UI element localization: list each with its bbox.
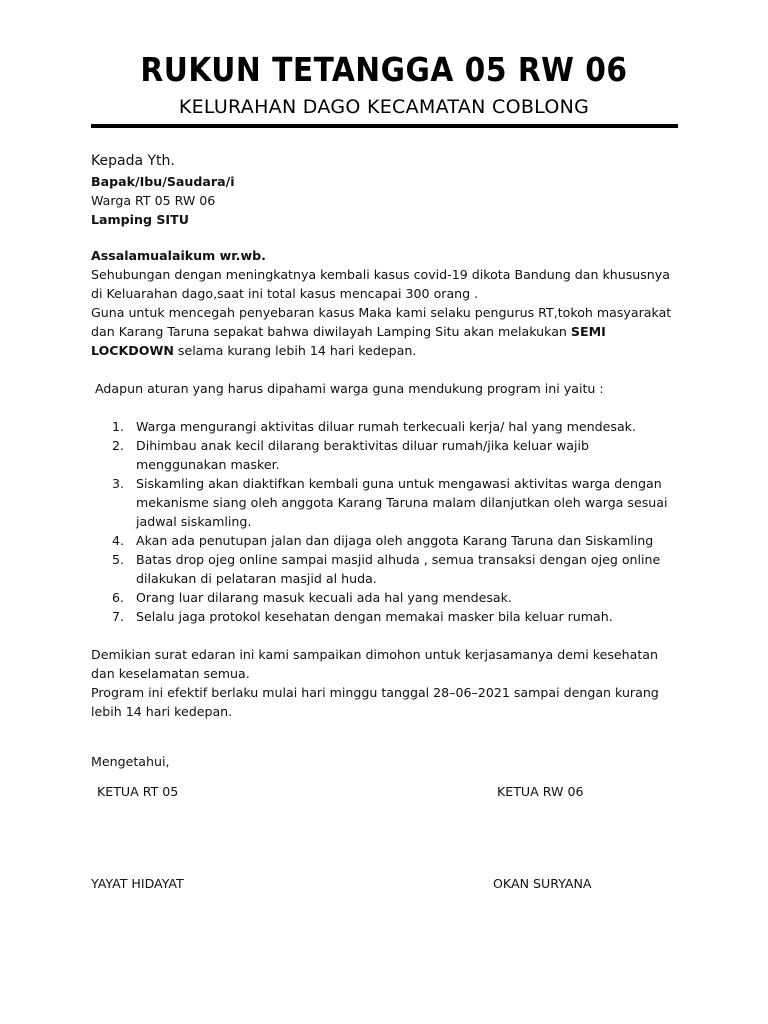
rule-number: 4.: [112, 533, 125, 548]
opening-paragraph-2: [91, 303, 681, 360]
rule-text: Warga mengurangi aktivitas diluar rumah terkecuali kerja/ hal yang mendesak.: [136, 419, 636, 434]
closing-paragraph-2: Program ini efektif berlaku mulai hari minggu tanggal 28–06–2021 sampai dengan kurang lebih 14 hari kedepan.: [91, 685, 659, 719]
opening-block: [91, 246, 681, 360]
known-by-label: Mengetahui,: [91, 754, 170, 769]
letterhead-divider: [91, 124, 678, 128]
rule-number: 1.: [112, 419, 125, 434]
rule-text: Siskamling akan diaktifkan kembali guna untuk mengawasi aktivitas warga dengan mekanisme siang oleh anggota Karang Taruna malam dilanjutkan oleh warga sesuai jadwal siskamling.: [136, 476, 668, 529]
signature-left-name: YAYAT HIDAYAT: [91, 876, 184, 891]
rule-item: [91, 417, 681, 436]
signature-left-role: KETUA RT 05: [97, 784, 179, 799]
rule-number: 2.: [112, 438, 125, 453]
semi-lockdown-emphasis: SEMI LOCKDOWN: [91, 324, 606, 358]
closing-paragraph-1: Demikian surat edaran ini kami sampaikan dimohon untuk kerjasamanya demi kesehatan dan keselamatan semua.: [91, 647, 658, 681]
rule-item: [91, 474, 681, 531]
closing-block: [91, 645, 681, 721]
recipient-line-1: Bapak/Ibu/Saudara/i: [91, 174, 235, 189]
rule-text: Batas drop ojeg online sampai masjid alhuda , semua transaksi dengan ojeg online dilakukan di pelataran masjid al huda.: [136, 552, 661, 586]
rule-number: 7.: [112, 609, 125, 624]
signature-right-role: KETUA RW 06: [497, 784, 584, 799]
rule-number: 3.: [112, 476, 125, 491]
rule-text: Akan ada penutupan jalan dan dijaga oleh anggota Karang Taruna dan Siskamling: [136, 533, 654, 548]
rule-text: Dihimbau anak kecil dilarang beraktivitas diluar rumah/jika keluar wajib menggunakan masker.: [136, 438, 590, 472]
letterhead-subtitle: KELURAHAN DAGO KECAMATAN COBLONG: [178, 96, 590, 118]
rule-number: 6.: [112, 590, 125, 605]
rules-list-block: [91, 417, 681, 626]
rules-intro-block: [91, 379, 681, 398]
rules-list: [91, 417, 681, 626]
rule-item: [91, 607, 681, 626]
recipient-line-2: Warga RT 05 RW 06: [91, 193, 216, 208]
recipient-line-3: Lamping SITU: [91, 212, 189, 227]
rule-item: [91, 531, 681, 550]
salam: Assalamualaikum wr.wb.: [91, 248, 266, 263]
rule-item: [91, 550, 681, 588]
rule-item: [91, 588, 681, 607]
opening-paragraph-2-end: selama kurang lebih 14 hari kedepan.: [173, 343, 417, 358]
recipient-block: [91, 150, 681, 229]
rule-item: [91, 436, 681, 474]
opening-paragraph-2-start: Guna untuk mencegah penyebaran kasus Maka kami selaku pengurus RT,tokoh masyarakat dan Karang Taruna sepakat bahwa diwilayah Lamping Situ akan melakukan: [91, 305, 672, 339]
rule-number: 5.: [112, 552, 125, 567]
opening-paragraph-1: Sehubungan dengan meningkatnya kembali kasus covid-19 dikota Bandung dan khususnya di Keluarahan dago,saat ini total kasus mencapai 300 orang .: [91, 267, 670, 301]
rule-text: Selalu jaga protokol kesehatan dengan memakai masker bila keluar rumah.: [136, 609, 613, 624]
signature-right-name: OKAN SURYANA: [493, 876, 592, 891]
rule-text: Orang luar dilarang masuk kecuali ada hal yang mendesak.: [136, 590, 512, 605]
rules-intro: Adapun aturan yang harus dipahami warga guna mendukung program ini yaitu :: [95, 381, 604, 396]
recipient-to: Kepada Yth.: [91, 153, 175, 169]
letterhead-title: RUKUN TETANGGA 05 RW 06: [140, 50, 628, 89]
